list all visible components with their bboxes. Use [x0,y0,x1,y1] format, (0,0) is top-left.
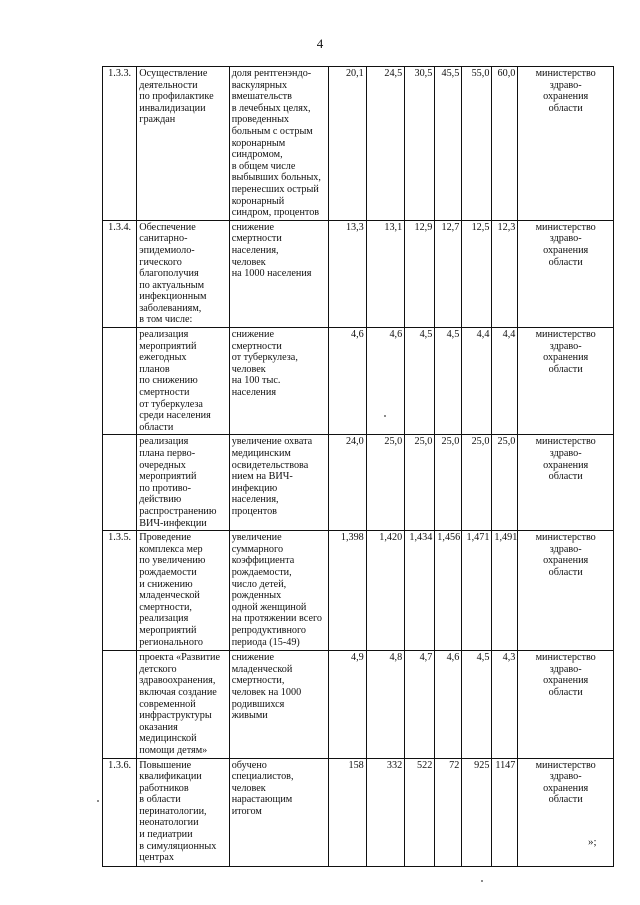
responsible-cell: министерство здраво- охранения области [518,531,614,651]
value-cell: 25,0 [405,435,435,531]
indicator-cell: увеличение охвата медицинским освидетельствова нием на ВИЧ- инфекцию населения, процентов [229,435,329,531]
indicator-cell: снижение смертности от туберкулеза, человек на 100 тыс. населения [229,328,329,435]
value-cell: 4,6 [366,328,404,435]
scan-speck [97,800,99,802]
value-cell: 4,7 [405,651,435,758]
value-cell: 25,0 [462,435,492,531]
activity-cell: Проведение комплекса мер по увеличению рождаемости и снижению младенческой смертности, реализация мероприятий регионального [137,531,229,651]
activity-cell: реализация мероприятий ежегодных планов по снижению смертности от туберкулеза среди населения области [137,328,229,435]
value-cell: 4,5 [435,328,462,435]
activity-cell: Повышение квалификации работников в области перинатологии, неонатологии и педиатрии в симуляционных центрах [137,758,229,866]
value-cell: 20,1 [329,67,366,221]
value-cell: 1,420 [366,531,404,651]
value-cell: 4,8 [366,651,404,758]
page-number: 4 [316,36,324,51]
value-cell: 25,0 [492,435,518,531]
table-row [103,758,614,866]
table-row [103,67,614,221]
value-cell: 12,9 [405,220,435,327]
value-cell: 4,9 [329,651,366,758]
value-cell: 4,6 [329,328,366,435]
indicator-cell: снижение смертности населения, человек на 1000 населения [229,220,329,327]
value-cell: 1,456 [435,531,462,651]
responsible-cell: министерство здраво- охранения области [518,67,614,221]
value-cell: 925 [462,758,492,866]
table-row [103,435,614,531]
indicators-table [102,66,614,867]
responsible-cell: министерство здраво- охранения области [518,758,614,866]
value-cell: 45,5 [435,67,462,221]
responsible-cell: министерство здраво- охранения области [518,220,614,327]
activity-cell: Обеспечение санитарно- эпидемиоло- гического благополучия по актуальным инфекционным заболеваниям, в том числе: [137,220,229,327]
value-cell: 332 [366,758,404,866]
indicator-cell: снижение младенческой смертности, человек на 1000 родившихся живыми [229,651,329,758]
value-cell: 4,5 [405,328,435,435]
value-cell: 12,7 [435,220,462,327]
responsible-cell: министерство здраво- охранения области [518,328,614,435]
item-number-cell: 1.3.4. [103,220,137,327]
value-cell: 1,471 [462,531,492,651]
item-number-cell: 1.3.6. [103,758,137,866]
scan-speck [384,415,386,417]
value-cell: 13,3 [329,220,366,327]
item-number-cell [103,651,137,758]
item-number-cell: 1.3.3. [103,67,137,221]
value-cell: 24,0 [329,435,366,531]
scan-speck [481,880,483,882]
activity-cell: проекта «Развитие детского здравоохранения, включая создание современной инфраструктуры оказания медицинской помощи детям» [137,651,229,758]
table-row [103,651,614,758]
table-row [103,220,614,327]
value-cell: 30,5 [405,67,435,221]
value-cell: 13,1 [366,220,404,327]
value-cell: 24,5 [366,67,404,221]
item-number-cell [103,435,137,531]
value-cell: 60,0 [492,67,518,221]
table-row [103,328,614,435]
closing-quote-mark: »; [588,836,597,848]
value-cell: 4,3 [492,651,518,758]
activity-cell: Осуществление деятельности по профилактике инвалидизации граждан [137,67,229,221]
value-cell: 522 [405,758,435,866]
table-row [103,531,614,651]
indicator-cell: доля рентгенэндо- васкулярных вмешательств в лечебных целях, проведенных больным с острым коронарным синдромом, в общем числе выбывших больных, перенесших острый коронарный синдром, процентов [229,67,329,221]
activity-cell: реализация плана перво- очередных мероприятий по противо- действию распространению ВИЧ-инфекции [137,435,229,531]
value-cell: 4,5 [462,651,492,758]
value-cell: 4,4 [492,328,518,435]
value-cell: 4,4 [462,328,492,435]
value-cell: 55,0 [462,67,492,221]
value-cell: 25,0 [435,435,462,531]
item-number-cell [103,328,137,435]
value-cell: 1,434 [405,531,435,651]
value-cell: 72 [435,758,462,866]
value-cell: 158 [329,758,366,866]
item-number-cell: 1.3.5. [103,531,137,651]
value-cell: 4,6 [435,651,462,758]
value-cell: 1147 [492,758,518,866]
value-cell: 1,398 [329,531,366,651]
value-cell: 12,5 [462,220,492,327]
value-cell: 1,491 [492,531,518,651]
indicator-cell: обучено специалистов, человек нарастающим итогом [229,758,329,866]
responsible-cell: министерство здраво- охранения области [518,435,614,531]
responsible-cell: министерство здраво- охранения области [518,651,614,758]
value-cell: 25,0 [366,435,404,531]
value-cell: 12,3 [492,220,518,327]
indicator-cell: увеличение суммарного коэффициента рождаемости, число детей, рожденных одной женщиной на протяжении всего репродуктивного периода (15-49) [229,531,329,651]
